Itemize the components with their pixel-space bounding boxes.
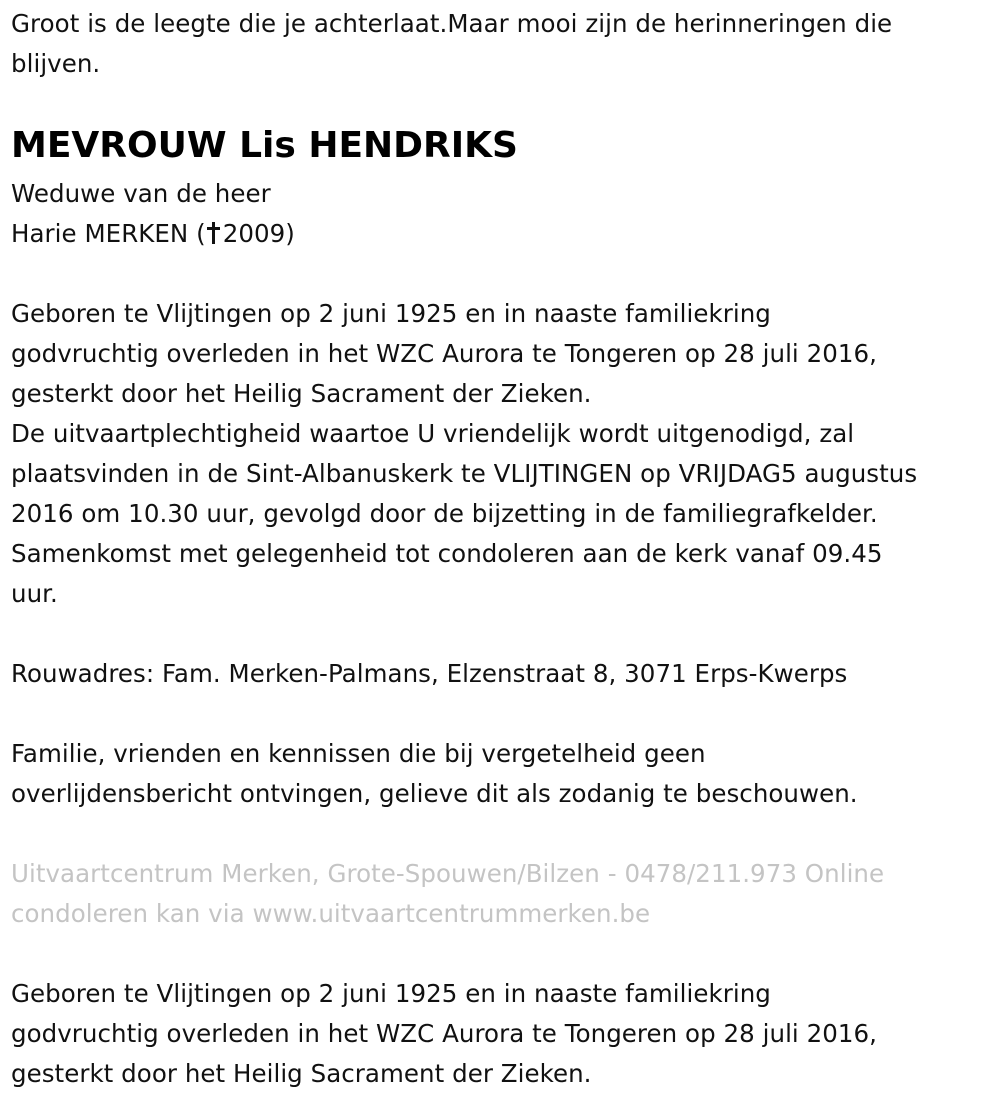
undertaker-info: [11, 854, 986, 934]
paragraph-line: gesterkt door het Heilig Sacrament der Zieken.: [11, 379, 592, 408]
undertaker-line: condoleren kan via www.uitvaartcentrummerken.be: [11, 899, 651, 928]
memorial-quote: [11, 4, 986, 84]
paragraph-line: godvruchtig overleden in het WZC Aurora te Tongeren op 28 juli 2016,: [11, 1019, 878, 1048]
paragraph-line: 2016 om 10.30 uur, gevolgd door de bijzetting in de familiegrafkelder.: [11, 499, 878, 528]
birth-death-paragraph: [11, 294, 986, 614]
paragraph-line: Geboren te Vlijtingen op 2 juni 1925 en in naaste familiekring: [11, 979, 771, 1008]
undertaker-line: Uitvaartcentrum Merken, Grote-Spouwen/Bilzen - 0478/211.973 Online: [11, 859, 885, 888]
paragraph-line: godvruchtig overleden in het WZC Aurora te Tongeren op 28 juli 2016,: [11, 339, 878, 368]
notice-line: Familie, vrienden en kennissen die bij vergetelheid geen: [11, 739, 706, 768]
birth-death-paragraph-repeat: [11, 974, 986, 1094]
paragraph-line: plaatsvinden in de Sint-Albanuskerk te VLIJTINGEN op VRIJDAG5 augustus: [11, 459, 918, 488]
paragraph-line: Samenkomst met gelegenheid tot condoleren aan de kerk vanaf 09.45: [11, 539, 883, 568]
spouse-info: [11, 174, 986, 254]
paragraph-line: gesterkt door het Heilig Sacrament der Zieken.: [11, 1059, 592, 1088]
spouse-death-year: 2009): [222, 219, 295, 248]
mourning-address: [11, 654, 986, 694]
address-line: Rouwadres: Fam. Merken-Palmans, Elzenstraat 8, 3071 Erps-Kwerps: [11, 659, 848, 688]
notice-line: overlijdensbericht ontvingen, gelieve dit als zodanig te beschouwen.: [11, 779, 858, 808]
paragraph-line: Geboren te Vlijtingen op 2 juni 1925 en in naaste familiekring: [11, 299, 771, 328]
spouse-name: Harie MERKEN (: [11, 219, 206, 248]
quote-line: blijven.: [11, 49, 101, 78]
spouse-line: [11, 214, 986, 254]
quote-line: Groot is de leegte die je achterlaat.Maar mooi zijn de herinneringen die: [11, 9, 893, 38]
latin-cross-icon: [207, 221, 220, 245]
paragraph-line: De uitvaartplechtigheid waartoe U vriendelijk wordt uitgenodigd, zal: [11, 419, 855, 448]
widow-line: Weduwe van de heer: [11, 179, 271, 208]
deceased-name-title: MEVROUW Lis HENDRIKS: [11, 125, 518, 166]
notice-paragraph: [11, 734, 986, 814]
paragraph-line: uur.: [11, 579, 58, 608]
